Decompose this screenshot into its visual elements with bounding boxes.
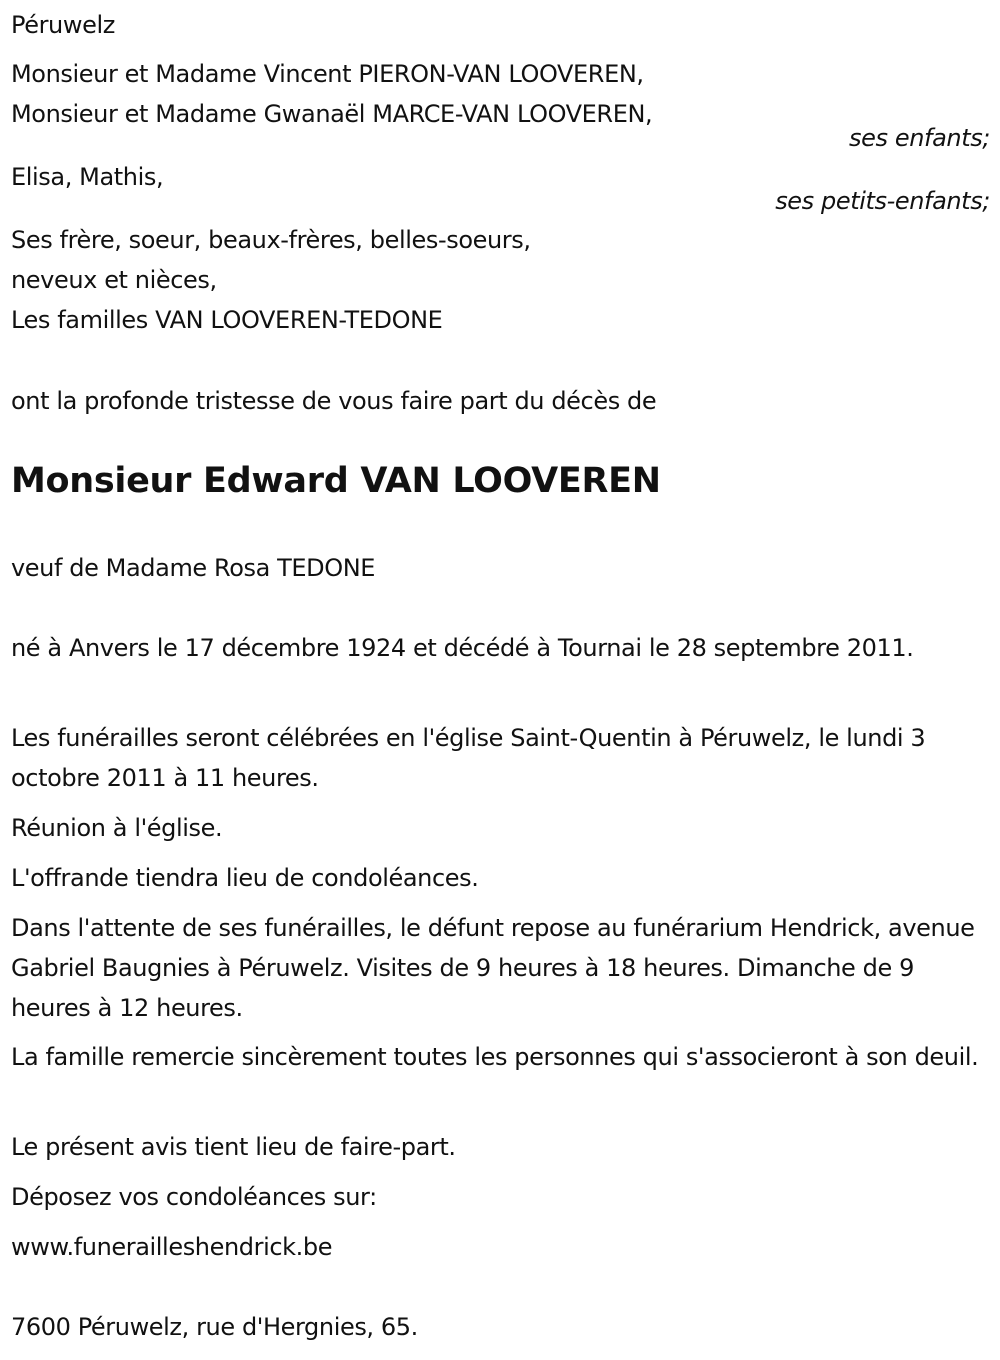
location: Péruwelz [11,11,115,39]
funeral-details: Les funérailles seront célébrées en l'église Saint-Quentin à Péruwelz, le lundi 3 octobre 2011 à 11 heures. [11,724,926,792]
announcement: ont la profonde tristesse de vous faire part du décès de [11,387,657,415]
meeting-place: Réunion à l'église. [11,814,223,842]
children-label: ses enfants; [849,124,990,152]
website-link[interactable]: www.funerailleshendrick.be [11,1233,333,1261]
children-line-1: Monsieur et Madame Vincent PIERON-VAN LOOVEREN, [11,60,644,88]
children-line-2: Monsieur et Madame Gwanaël MARCE-VAN LOOVEREN, [11,100,653,128]
relatives-line-3: Les familles VAN LOOVEREN-TEDONE [11,306,443,334]
viewing-details: Dans l'attente de ses funérailles, le défunt repose au funérarium Hendrick, avenue Gabriel Baugnies à Péruwelz. Visites de 9 heures à 18 heures. Dimanche de 9 heures à 12 heures. [11,914,975,1022]
notice-statement: Le présent avis tient lieu de faire-part. [11,1133,456,1161]
thanks: La famille remercie sincèrement toutes les personnes qui s'associeront à son deuil. [11,1043,979,1071]
address: 7600 Péruwelz, rue d'Hergnies, 65. [11,1313,418,1341]
condolences-label: Déposez vos condoléances sur: [11,1183,377,1211]
offering: L'offrande tiendra lieu de condoléances. [11,864,479,892]
widower-of: veuf de Madame Rosa TEDONE [11,554,376,582]
relatives-line-2: neveux et nièces, [11,266,217,294]
relatives-line-1: Ses frère, soeur, beaux-frères, belles-soeurs, [11,226,531,254]
grandchildren-label: ses petits-enfants; [775,187,990,215]
deceased-name: Monsieur Edward VAN LOOVEREN [11,461,661,501]
birth-death: né à Anvers le 17 décembre 1924 et décédé à Tournai le 28 septembre 2011. [11,634,914,662]
grandchildren: Elisa, Mathis, [11,163,164,191]
